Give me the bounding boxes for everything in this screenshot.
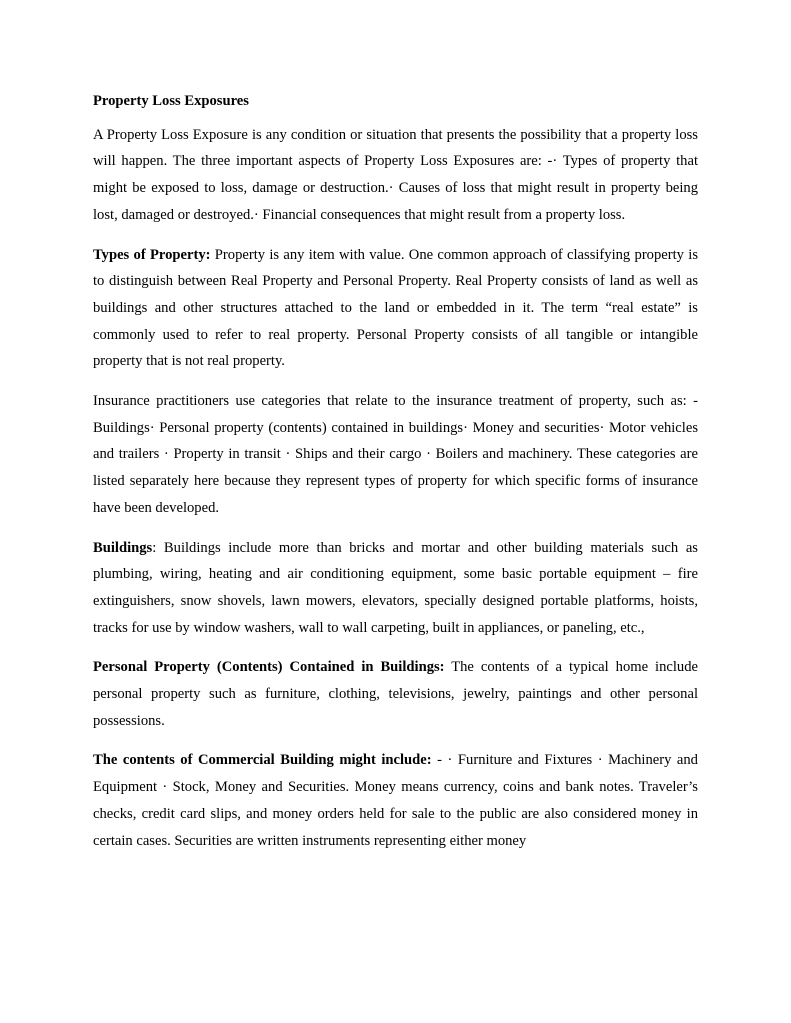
paragraph-text: Insurance practitioners use categories that relate to the insurance treatment of property, such as: - Buildings· Personal property (contents) contained in buildings· Money and securities· Motor vehicles and trailers · Property in transit · Ships and their cargo · Boilers and machinery. These categories are listed separately here because they represent types of property for which specific forms of insurance have been developed. bbox=[93, 393, 698, 516]
paragraph-commercial-contents bbox=[93, 747, 698, 854]
paragraph-lead: Personal Property (Contents) Contained in Buildings: bbox=[93, 659, 445, 676]
paragraph-lead: The contents of Commercial Building might include: bbox=[93, 752, 432, 769]
paragraph-lead: Buildings bbox=[93, 539, 153, 556]
paragraph-buildings bbox=[93, 535, 698, 642]
paragraph-insurance-categories bbox=[93, 388, 698, 522]
document-title: Property Loss Exposures bbox=[93, 93, 249, 109]
paragraph-types-of-property bbox=[93, 242, 698, 376]
paragraph-text: Property is any item with value. One common approach of classifying property is to distinguish between Real Property and Personal Property. Real Property consists of land as well as buildings and other structures attached to the land or embedded in it. The term “real estate” is commonly used to refer to real property. Personal Property consists of all tangible or intangible property that is not real property. bbox=[93, 246, 698, 370]
paragraph-personal-property bbox=[93, 654, 698, 734]
paragraph-text: A Property Loss Exposure is any condition or situation that presents the possibility that a property loss will happen. The three important aspects of Property Loss Exposures are: -· Types of property that might be exposed to loss, damage or destruction.· Causes of loss that might result in property being lost, damaged or destroyed.· Financial consequences that might result from a property loss. bbox=[93, 126, 698, 223]
paragraph-text: The contents of a typical home include personal property such as furniture, clothing, televisions, jewelry, paintings and other personal possessions. bbox=[93, 659, 698, 729]
paragraph-text: : Buildings include more than bricks and mortar and other building materials such as plumbing, wiring, heating and air conditioning equipment, some basic portable equipment – fire extinguishers, snow shovels, lawn mowers, elevators, specially designed portable platforms, hoists, tracks for use by window washers, wall to wall carpeting, built in appliances, or paneling, etc., bbox=[93, 539, 698, 636]
document-page bbox=[93, 88, 698, 867]
paragraph-intro bbox=[93, 122, 698, 229]
paragraph-text: - · Furniture and Fixtures · Machinery and Equipment · Stock, Money and Securities. Money means currency, coins and bank notes. Traveler’s checks, credit card slips, and money orders held for sale to the public are also considered money in certain cases. Securities are written instruments representing either money bbox=[93, 752, 698, 849]
paragraph-lead: Types of Property: bbox=[93, 246, 211, 263]
